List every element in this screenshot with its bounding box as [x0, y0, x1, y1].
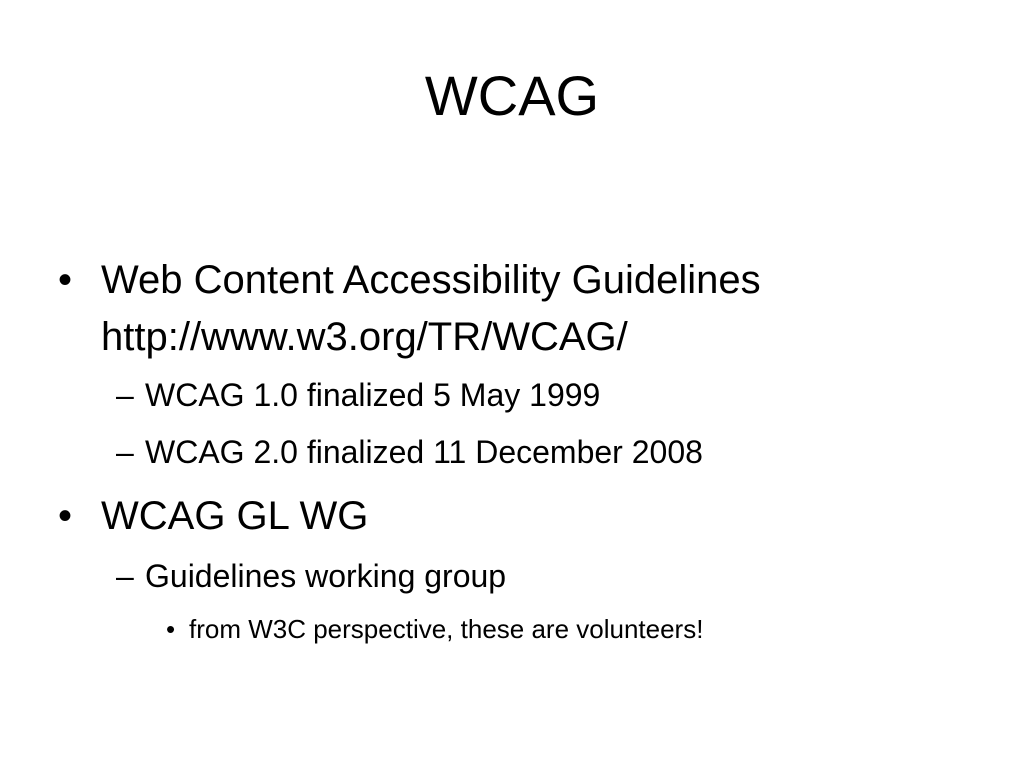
slide-title: WCAG	[424, 64, 600, 127]
sub-bullet-marker: –	[116, 377, 134, 413]
sub-bullet-marker: –	[116, 434, 134, 470]
bullet-text: Web Content Accessibility Guidelines	[101, 258, 761, 302]
sub-bullet-marker: –	[116, 558, 134, 594]
sub-sub-bullet-marker: •	[166, 614, 176, 644]
sub-sub-bullet-text: from W3C perspective, these are volunteers!	[189, 614, 704, 644]
sub-bullet-text: WCAG 1.0 finalized 5 May 1999	[145, 377, 601, 413]
bullet-marker: •	[58, 494, 73, 538]
bullet-text: WCAG GL WG	[101, 494, 369, 538]
bullet-link-text: http://www.w3.org/TR/WCAG/	[101, 315, 628, 359]
bullet-marker: •	[58, 258, 73, 302]
sub-bullet-text: Guidelines working group	[145, 558, 507, 594]
sub-bullet-text: WCAG 2.0 finalized 11 December 2008	[145, 434, 703, 470]
